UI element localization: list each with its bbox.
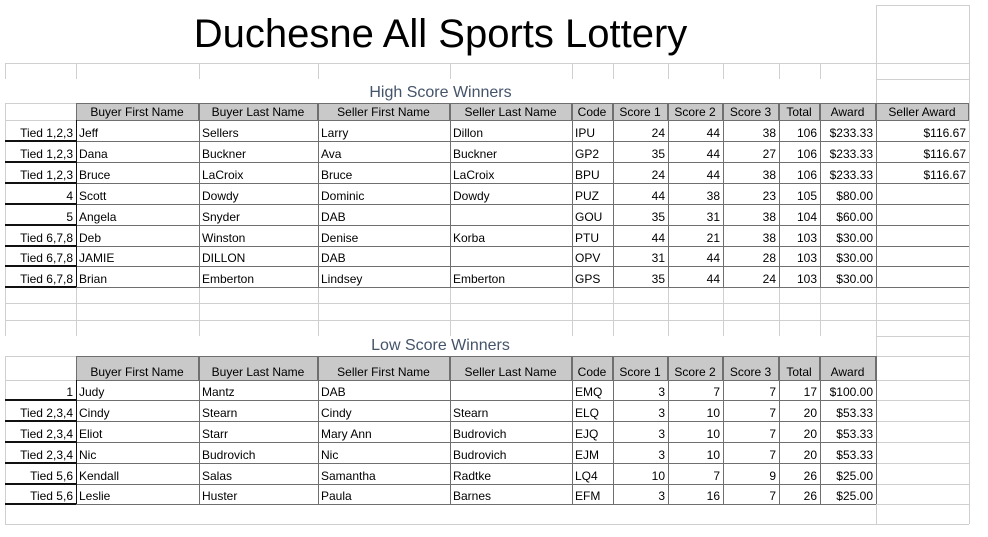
high-table-cell[interactable]: 44 [706,272,720,286]
high-table-cell[interactable]: Dowdy [202,189,239,203]
high-table-cell[interactable]: 21 [706,231,720,245]
grid-line [820,63,821,79]
high-table-cell[interactable]: 38 [762,210,776,224]
grid-line [5,245,76,247]
low-table-cell[interactable] [450,380,572,400]
low-table-cell[interactable]: Cindy [79,406,110,420]
grid-line [76,246,969,247]
low-table-cell[interactable]: Eliot [79,427,103,441]
grid-line [876,356,877,504]
low-table-cell[interactable]: Budrovich [453,427,507,441]
grid-line [318,356,319,504]
low-rank-cell[interactable]: Tied 2,3,4 [20,406,73,420]
low-table-cell[interactable]: 26 [803,489,817,503]
high-table-cell[interactable]: Korba [453,231,486,245]
grid-line [969,5,970,524]
grid-line [76,266,969,267]
low-header-6[interactable]: Score 1 [613,356,668,380]
grid-line [779,103,780,287]
high-header-7[interactable]: Score 2 [668,103,723,120]
high-table-cell[interactable]: $116.67 [923,147,966,161]
grid-line [5,524,969,525]
high-table-cell[interactable]: $60.00 [836,210,873,224]
high-table-cell[interactable]: Ava [321,147,342,161]
grid-line [76,380,876,381]
low-table-cell[interactable]: LQ4 [575,469,598,483]
high-table-cell[interactable]: 44 [651,189,665,203]
high-table-cell[interactable]: 35 [651,147,665,161]
low-table-cell[interactable]: $100.00 [829,385,873,399]
low-table-cell[interactable]: 20 [803,448,817,462]
grid-line [76,421,876,422]
low-table-cell[interactable]: Samantha [321,469,376,483]
grid-line [820,356,821,504]
low-header-2[interactable]: Buyer Last Name [199,356,318,380]
high-table-cell[interactable]: 35 [651,210,665,224]
high-table-cell[interactable]: Jeff [79,126,99,140]
grid-line [76,103,969,104]
grid-line [76,162,969,163]
page-title[interactable]: Duchesne All Sports Lottery [5,5,876,63]
low-table-cell[interactable]: EMQ [575,385,603,399]
grid-line [5,161,76,163]
high-table-cell[interactable]: 31 [706,210,720,224]
grid-line [450,63,451,79]
high-header-4[interactable]: Seller Last Name [450,103,572,120]
low-table-cell[interactable]: 10 [706,427,720,441]
grid-line [5,265,76,267]
low-table-cell[interactable]: 3 [658,385,665,399]
high-table-cell[interactable]: Deb [79,231,102,245]
low-table-cell[interactable]: 10 [651,469,665,483]
high-table-cell[interactable]: DILLON [202,251,246,265]
low-rank-cell[interactable]: Tied 2,3,4 [20,427,73,441]
grid-line [779,356,780,504]
low-table-cell[interactable]: 9 [769,469,776,483]
low-table-cell[interactable]: $25.00 [836,489,873,503]
grid-line [76,120,969,121]
high-header-9[interactable]: Total [779,103,820,120]
low-table-cell[interactable]: 3 [658,448,665,462]
high-table-cell[interactable]: 28 [762,251,776,265]
high-table-cell[interactable]: 23 [762,189,776,203]
high-rank-cell[interactable]: Tied 1,2,3 [20,168,73,182]
grid-line [572,63,573,79]
high-table-cell[interactable] [876,246,969,266]
high-table-cell[interactable]: Buckner [453,147,498,161]
high-table-cell[interactable]: 24 [762,272,776,286]
low-table-cell[interactable]: 3 [658,427,665,441]
low-table-cell[interactable]: 3 [658,489,665,503]
high-table-cell[interactable]: $80.00 [836,189,873,203]
high-table-cell[interactable]: Dana [79,147,108,161]
high-table-cell[interactable]: $30.00 [836,231,873,245]
low-table-cell[interactable]: 20 [803,427,817,441]
low-table-cell[interactable]: Paula [321,489,352,503]
high-table-cell[interactable]: DAB [321,251,346,265]
grid-line [5,320,969,321]
low-table-cell[interactable]: 10 [706,448,720,462]
high-table-cell[interactable] [876,183,969,204]
grid-line [76,400,876,401]
grid-line [76,380,77,504]
high-table-cell[interactable]: 44 [651,231,665,245]
grid-line [820,103,821,287]
grid-line [450,103,451,287]
low-header-4[interactable]: Seller Last Name [450,356,572,380]
high-table-cell[interactable]: 27 [762,147,776,161]
high-header-10[interactable]: Award [820,103,876,120]
high-table-cell[interactable]: IPU [575,126,596,140]
high-table-cell[interactable]: GP2 [575,147,600,161]
low-table-cell[interactable]: 17 [803,385,817,399]
low-rank-cell[interactable]: 1 [66,385,73,399]
high-table-cell[interactable]: 35 [651,272,665,286]
low-table-cell[interactable]: 10 [706,406,720,420]
high-table-cell[interactable]: JAMIE [79,251,115,265]
high-rank-cell[interactable]: Tied 6,7,8 [20,251,73,265]
high-table-cell[interactable]: 104 [796,210,817,224]
high-rank-cell[interactable]: 5 [66,210,73,224]
low-rank-cell[interactable]: Tied 5,6 [30,489,73,503]
high-header-1[interactable]: Buyer First Name [76,103,199,120]
high-table-cell[interactable]: Dominic [321,189,365,203]
low-table-cell[interactable]: $53.33 [836,406,873,420]
high-table-cell[interactable]: 31 [651,251,665,265]
low-table-cell[interactable]: $53.33 [836,448,873,462]
low-table-cell[interactable]: Nic [79,448,97,462]
low-table-cell[interactable]: Mary Ann [321,427,372,441]
low-table-cell[interactable]: 26 [803,469,817,483]
high-table-cell[interactable]: $30.00 [836,251,873,265]
grid-line [76,504,876,505]
high-table-cell[interactable]: 106 [796,168,817,182]
high-table-cell[interactable]: 44 [706,168,720,182]
high-table-cell[interactable]: 106 [796,147,817,161]
high-table-cell[interactable]: 103 [796,251,817,265]
grid-line [5,462,76,464]
grid-line [199,103,200,287]
low-table-cell[interactable]: 7 [769,448,776,462]
grid-line [5,140,76,142]
high-table-cell[interactable]: Lindsey [321,272,363,286]
low-table-cell[interactable]: 7 [769,406,776,420]
high-table-cell[interactable]: Emberton [453,272,506,286]
grid-line [450,356,451,504]
grid-line [76,141,969,142]
grid-line [76,225,969,226]
high-table-cell[interactable]: 24 [651,168,665,182]
grid-line [76,120,77,287]
low-table-cell[interactable]: Barnes [453,489,492,503]
grid-line [5,503,76,505]
low-table-cell[interactable]: EJQ [575,427,599,441]
high-table-cell[interactable]: $116.67 [923,168,966,182]
grid-line [5,441,76,443]
high-table-cell[interactable]: 103 [796,272,817,286]
high-table-cell[interactable]: 44 [706,147,720,161]
high-header-5[interactable]: Code [572,103,613,120]
high-table-cell[interactable]: Winston [202,231,246,245]
high-table-cell[interactable]: LaCroix [453,168,495,182]
grid-line [318,63,319,79]
low-table-cell[interactable]: DAB [321,385,346,399]
low-rank-cell[interactable]: Tied 5,6 [30,469,73,483]
low-table-cell[interactable]: 7 [713,385,720,399]
grid-line [668,356,669,504]
low-table-cell[interactable]: Kendall [79,469,120,483]
high-table-cell[interactable]: Dillon [453,126,484,140]
low-header-9[interactable]: Total [779,356,820,380]
high-rank-cell[interactable]: Tied 6,7,8 [20,272,73,286]
high-table-cell[interactable]: GOU [575,210,603,224]
low-table-cell[interactable]: Stearn [453,406,489,420]
high-header-3[interactable]: Seller First Name [318,103,450,120]
high-table-cell[interactable]: $30.00 [836,272,873,286]
high-score-heading[interactable]: High Score Winners [5,79,876,103]
low-table-cell[interactable]: $25.00 [836,469,873,483]
low-table-cell[interactable]: EFM [575,489,601,503]
grid-line [5,286,76,288]
high-table-cell[interactable]: DAB [321,210,346,224]
high-table-cell[interactable]: 103 [796,231,817,245]
low-table-cell[interactable]: Mantz [202,385,235,399]
grid-line [76,356,876,357]
high-table-cell[interactable]: 44 [706,251,720,265]
low-table-cell[interactable]: Salas [202,469,233,483]
low-table-cell[interactable]: Huster [202,489,238,503]
high-table-cell[interactable]: 106 [796,126,817,140]
grid-line [76,463,876,464]
high-table-cell[interactable]: Bruce [321,168,353,182]
low-table-cell[interactable]: Stearn [202,406,238,420]
high-rank-cell[interactable]: Tied 1,2,3 [20,126,73,140]
low-score-heading[interactable]: Low Score Winners [5,336,876,356]
high-table-cell[interactable]: Brian [79,272,108,286]
low-table-cell[interactable]: 7 [769,489,776,503]
high-header-6[interactable]: Score 1 [613,103,668,120]
grid-line [668,63,669,79]
low-table-cell[interactable]: ELQ [575,406,600,420]
low-table-cell[interactable]: Radtke [453,469,492,483]
low-table-cell[interactable]: 7 [713,469,720,483]
grid-line [613,356,614,504]
grid-line [723,63,724,79]
high-table-cell[interactable]: Sellers [202,126,239,140]
low-rank-cell[interactable]: Tied 2,3,4 [20,448,73,462]
high-table-cell[interactable]: $116.67 [923,126,966,140]
high-rank-cell[interactable]: Tied 1,2,3 [20,147,73,161]
high-table-cell[interactable]: 24 [651,126,665,140]
low-table-cell[interactable]: Budrovich [202,448,256,462]
high-table-cell[interactable]: 105 [796,189,817,203]
low-table-cell[interactable]: EJM [575,448,599,462]
high-table-cell[interactable]: 38 [762,126,776,140]
high-table-cell[interactable]: Snyder [202,210,241,224]
high-table-cell[interactable]: $233.33 [829,168,873,182]
high-table-cell[interactable] [450,246,572,266]
high-table-cell[interactable] [876,266,969,287]
high-table-cell[interactable] [876,225,969,246]
grid-line [572,356,573,504]
grid-line [199,63,200,79]
grid-line [668,103,669,287]
low-header-8[interactable]: Score 3 [723,356,779,380]
grid-line [76,183,969,184]
high-header-11[interactable]: Seller Award [876,103,969,120]
high-table-cell[interactable]: Bruce [79,168,111,182]
high-table-cell[interactable]: Larry [321,126,349,140]
high-table-cell[interactable]: GPS [575,272,601,286]
high-table-cell[interactable]: Emberton [202,272,255,286]
low-table-cell[interactable]: Nic [321,448,339,462]
high-table-cell[interactable]: PUZ [575,189,599,203]
grid-line [199,356,200,504]
grid-line [779,63,780,79]
high-table-cell[interactable]: 38 [762,231,776,245]
grid-line [5,483,76,485]
high-rank-cell[interactable]: 4 [66,189,73,203]
grid-line [5,224,76,226]
grid-line [5,63,969,64]
high-table-cell[interactable]: BPU [575,168,600,182]
high-table-cell[interactable] [876,204,969,225]
low-header-3[interactable]: Seller First Name [318,356,450,380]
low-table-cell[interactable]: 20 [803,406,817,420]
low-table-cell[interactable]: 7 [769,385,776,399]
low-table-cell[interactable]: Judy [79,385,105,399]
high-table-cell[interactable]: Dowdy [453,189,490,203]
high-table-cell[interactable]: Scott [79,189,107,203]
high-table-cell[interactable]: 38 [706,189,720,203]
high-rank-cell[interactable]: Tied 6,7,8 [20,231,73,245]
grid-line [876,103,877,183]
grid-line [5,182,76,184]
grid-line [76,484,876,485]
high-table-cell[interactable]: 44 [706,126,720,140]
low-table-cell[interactable]: Budrovich [453,448,507,462]
high-table-cell[interactable]: $233.33 [829,126,873,140]
high-table-cell[interactable]: LaCroix [202,168,244,182]
grid-line [613,103,614,287]
grid-line [572,103,573,287]
low-header-5[interactable]: Code [572,356,613,380]
high-table-cell[interactable]: Buckner [202,147,247,161]
high-header-8[interactable]: Score 3 [723,103,779,120]
low-table-cell[interactable]: 3 [658,406,665,420]
grid-line [5,420,76,422]
high-table-cell[interactable]: Angela [79,210,117,224]
grid-line [5,399,76,401]
low-table-cell[interactable]: 7 [769,427,776,441]
grid-line [76,442,876,443]
high-header-2[interactable]: Buyer Last Name [199,103,318,120]
low-table-cell[interactable]: Starr [202,427,229,441]
low-table-cell[interactable]: $53.33 [836,427,873,441]
grid-line [723,356,724,504]
high-table-cell[interactable]: 38 [762,168,776,182]
grid-line [318,103,319,287]
high-table-cell[interactable]: PTU [575,231,599,245]
low-header-1[interactable]: Buyer First Name [76,356,199,380]
low-table-cell[interactable]: Leslie [79,489,111,503]
low-header-10[interactable]: Award [820,356,876,380]
grid-line [613,63,614,79]
high-table-cell[interactable]: Denise [321,231,359,245]
high-table-cell[interactable]: $233.33 [829,147,873,161]
grid-line [76,287,969,288]
grid-line [5,203,76,205]
grid-line [723,103,724,287]
low-table-cell[interactable]: Cindy [321,406,352,420]
grid-line [5,303,969,304]
high-table-cell[interactable]: OPV [575,251,601,265]
grid-line [76,204,969,205]
grid-line [76,63,77,79]
high-table-cell[interactable] [450,204,572,225]
low-table-cell[interactable]: 16 [706,489,720,503]
low-header-7[interactable]: Score 2 [668,356,723,380]
